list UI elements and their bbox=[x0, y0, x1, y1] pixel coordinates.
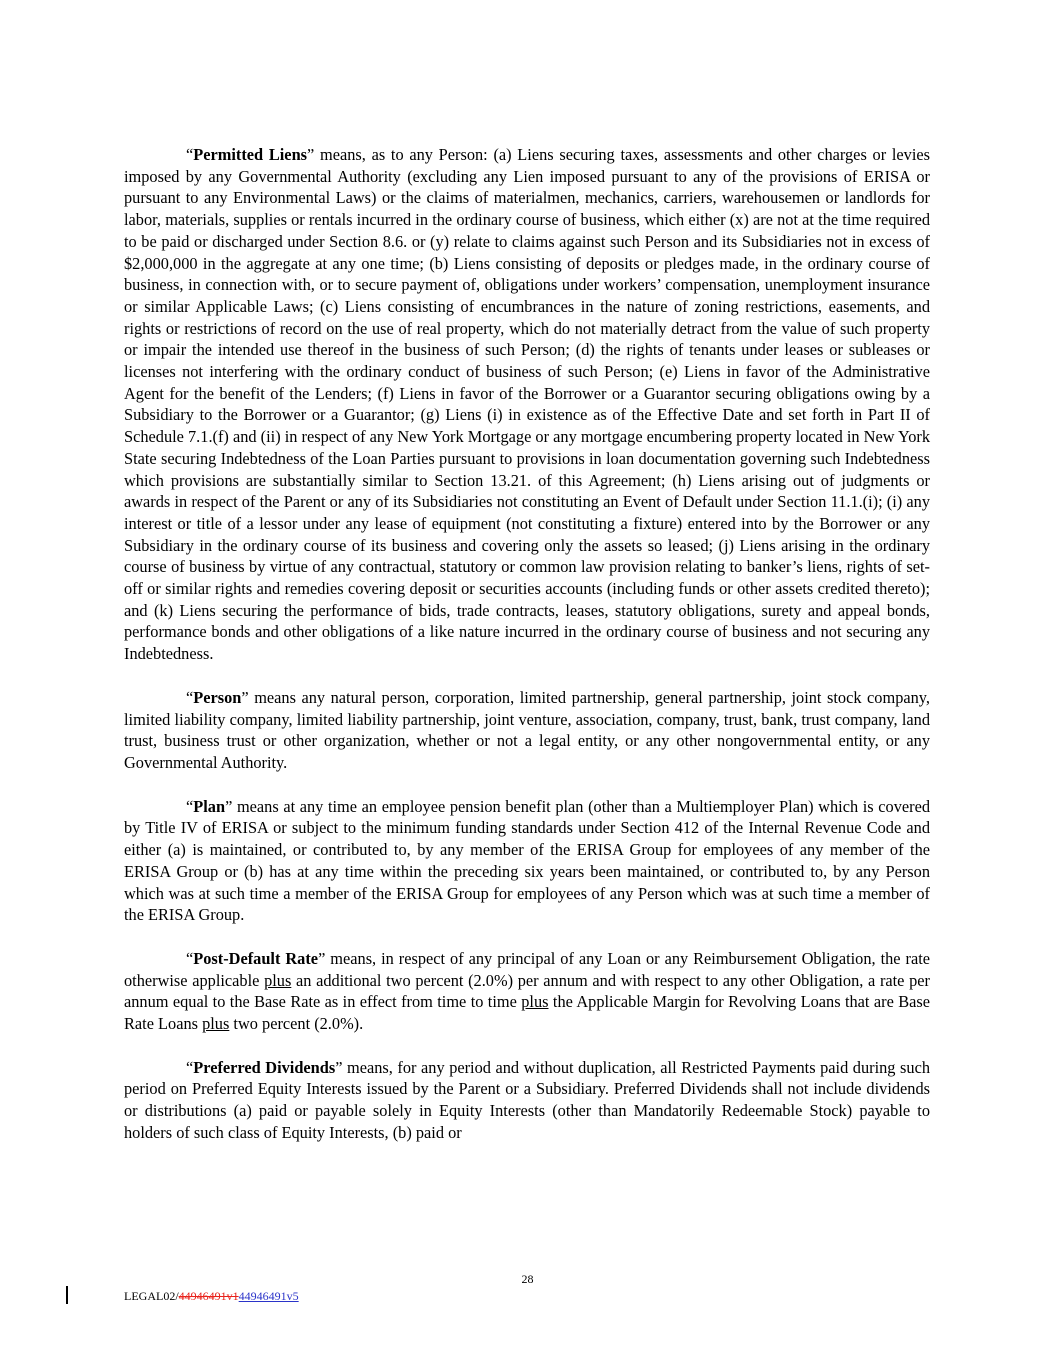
definition-text: means, in respect of any principal of any Loan or any Reimbursement Obligation, the rate otherwise applicable bbox=[124, 948, 930, 990]
defined-term: Preferred Dividends bbox=[193, 1057, 336, 1077]
definition-text: means at any time an employee pension benefit plan (other than a Multiemployer Plan) which is covered by Title IV of ERISA or subject to the minimum funding standards under Section 412 of the Internal Revenue Code and either (a) is maintained, or contributed to, by any member of the ERISA Group for employees of any member of the ERISA Group or (b) has at any time within the preceding six years been maintained, or contributed to, by any Person which was at such time a member of the ERISA Group for employees of any Person which was at such time a member of the ERISA Group. bbox=[124, 796, 930, 925]
definition-post-default-rate: “Post-Default Rate” means, in respect of any principal of any Loan or any Reimbursement Obligation, the rate otherwise applicable plus an additional two percent (2.0%) per annum and with respect to any other Obligation, a rate per annum equal to the Base Rate as in effect from time to time plus the Applicable Margin for Revolving Loans that are Base Rate Loans plus two percent (2.0%). bbox=[124, 948, 930, 1034]
definition-text: an additional two percent (2.0%) per annum and with respect to any other Obligation, a rate per annum equal to the Base Rate as in effect from time to time bbox=[124, 970, 930, 1012]
document-id-footer bbox=[124, 1289, 299, 1304]
defined-term: Plan bbox=[193, 796, 226, 816]
definition-text: the Applicable Margin for Revolving Loans that are Base Rate Loans bbox=[124, 992, 930, 1034]
doc-id-deleted: 44946491v1 bbox=[178, 1289, 239, 1303]
doc-id-prefix: LEGAL02/ bbox=[124, 1289, 179, 1303]
doc-id-inserted: 44946491v5 bbox=[238, 1289, 299, 1303]
defined-term: Permitted Liens bbox=[193, 145, 308, 164]
definition-preferred-dividends: “Preferred Dividends” means, for any period and without duplication, all Restricted Payments paid during such period on Preferred Equity Interests issued by the Parent or a Subsidiary. Preferred Dividends shall not include dividends or distributions (a) paid or payable solely in Equity Interests (other than Mandatorily Redeemable Stock) payable to holders of such class of Equity Interests, (b) paid or bbox=[124, 1057, 930, 1142]
document-body bbox=[124, 144, 930, 1166]
underlined-plus: plus bbox=[521, 992, 549, 1012]
definition-text: means, as to any Person: (a) Liens securing taxes, assessments and other charges or levies imposed by any Governmental Authority (excluding any Lien imposed pursuant to any of the provisions of ERISA or pursuant to any Environmental Laws) or the claims of materialmen, mechanics, carriers, warehousemen or landlords for labor, materials, supplies or rentals incurred in the ordinary course of business, which either (x) are not at the time required to be paid or discharged under Section 8.6. or (y) relate to claims against such Person and its Subsidiaries not in excess of $2,000,000 in the aggregate at any one time; (b) Liens consisting of deposits or pledges made, in the ordinary course of business, in connection with, or to secure payment of, obligations under workers’ compensation, unemployment insurance or similar Applicable Laws; (c) Liens consisting of encumbrances in the nature of zoning restrictions, easements, and rights or restrictions of record on the use of real property, which do not materially detract from the value of such property or impair the intended use thereof in the business of such Person; (d) the rights of tenants under leases or subleases or licenses not interfering with the ordinary conduct of business of such Person; (e) Liens in favor of the Administrative Agent for the benefit of the Lenders; (f) Liens in favor of the Borrower or a Guarantor securing obligations owing by a Subsidiary to the Borrower or a Guarantor; (g) Liens (i) in existence as of the Effective Date and set forth in Part II of Schedule 7.1.(f) and (ii) in respect of any New York Mortgage or any mortgage encumbering property located in New York State securing Indebtedness of the Loan Parties pursuant to provisions in loan documentation governing such Indebtedness which provisions are substantially similar to Section 13.21. of this Agreement; (h) Liens arising out of judgments or awards in respect of the Parent or any of its Subsidiaries not constituting an Event of Default under Section 11.1.(i); (i) any interest or title of a lessor under any lease of equipment (not constituting a fixture) entered into by the Borrower or any Subsidiary in the ordinary course of its business and covering only the assets so leased; (j) Liens arising in the ordinary course of business by virtue of any contractual, statutory or common law provision relating to banker’s liens, rights of set-off or similar rights and remedies covering deposit or securities accounts (including funds or other assets credited thereto); and (k) Liens securing the performance of bids, trade contracts, leases, statutory obligations, surety and appeal bonds, performance bonds and other obligations of a like nature incurred in the ordinary course of business and not securing any Indebtedness. bbox=[124, 145, 930, 664]
definition-text: means any natural person, corporation, limited partnership, general partnership, joint stock company, limited liability company, limited liability partnership, joint venture, association, company, trust, bank, trust company, land trust, business trust or other organization, whether or not a legal entity, or any other nongovernmental entity, or any Governmental Authority. bbox=[124, 687, 930, 772]
page-number: 28 bbox=[521, 1272, 534, 1286]
defined-term: Post-Default Rate bbox=[193, 948, 319, 968]
definition-text: means, for any period and without duplication, all Restricted Payments paid during such period on Preferred Equity Interests issued by the Parent or a Subsidiary. Preferred Dividends shall not include dividends or distributions (a) paid or payable solely in Equity Interests (other than Mandatorily Redeemable Stock) payable to holders of such class of Equity Interests, (b) paid or bbox=[124, 1057, 930, 1142]
defined-term: Person bbox=[193, 687, 242, 707]
definition-permitted-liens: “Permitted Liens” means, as to any Person: (a) Liens securing taxes, assessments and other charges or levies imposed by any Governmental Authority (excluding any Lien imposed pursuant to any of the provisions of ERISA or pursuant to any Environmental Laws) or the claims of materialmen, mechanics, carriers, warehousemen or landlords for labor, materials, supplies or rentals incurred in the ordinary course of business, which either (x) are not at the time required to be paid or discharged under Section 8.6. or (y) relate to claims against such Person and its Subsidiaries not in excess of $2,000,000 in the aggregate at any one time; (b) Liens consisting of deposits or pledges made, in the ordinary course of business, in connection with, or to secure payment of, obligations under workers’ compensation, unemployment insurance or similar Applicable Laws; (c) Liens consisting of encumbrances in the nature of zoning restrictions, easements, and rights or restrictions of record on the use of real property, which do not materially detract from the value of such property or impair the intended use thereof in the business of such Person; (d) the rights of tenants under leases or subleases or licenses not interfering with the ordinary conduct of business of such Person; (e) Liens in favor of the Administrative Agent for the benefit of the Lenders; (f) Liens in favor of the Borrower or a Guarantor securing obligations owing by a Subsidiary to the Borrower or a Guarantor; (g) Liens (i) in existence as of the Effective Date and set forth in Part II of Schedule 7.1.(f) and (ii) in respect of any New York Mortgage or any mortgage encumbering property located in New York State securing Indebtedness of the Loan Parties pursuant to provisions in loan documentation governing such Indebtedness which provisions are substantially similar to Section 13.21. of this Agreement; (h) Liens arising out of judgments or awards in respect of the Parent or any of its Subsidiaries not constituting an Event of Default under Section 11.1.(i); (i) any interest or title of a lessor under any lease of equipment (not constituting a fixture) entered into by the Borrower or any Subsidiary in the ordinary course of its business and covering only the assets so leased; (j) Liens arising in the ordinary course of business by virtue of any contractual, statutory or common law provision relating to banker’s liens, rights of set-off or similar rights and remedies covering deposit or securities accounts (including funds or other assets credited thereto); and (k) Liens securing the performance of bids, trade contracts, leases, statutory obligations, surety and appeal bonds, performance bonds and other obligations of a like nature incurred in the ordinary course of business and not securing any Indebtedness. bbox=[124, 145, 930, 664]
revision-change-bar bbox=[66, 1286, 68, 1304]
underlined-plus: plus bbox=[202, 1014, 230, 1034]
definition-text: two percent (2.0%). bbox=[229, 1014, 364, 1034]
underlined-plus: plus bbox=[264, 970, 292, 990]
definition-plan: “Plan” means at any time an employee pension benefit plan (other than a Multiemployer Plan) which is covered by Title IV of ERISA or subject to the minimum funding standards under Section 412 of the Internal Revenue Code and either (a) is maintained, or contributed to, by any member of the ERISA Group for employees of any member of the ERISA Group or (b) has at any time within the preceding six years been maintained, or contributed to, by any Person which was at such time a member of the ERISA Group for employees of any Person which was at such time a member of the ERISA Group. bbox=[124, 796, 930, 925]
definition-person: “Person” means any natural person, corporation, limited partnership, general partnership, joint stock company, limited liability company, limited liability partnership, joint venture, association, company, trust, bank, trust company, land trust, business trust or other organization, whether or not a legal entity, or any other nongovernmental entity, or any Governmental Authority. bbox=[124, 687, 930, 772]
